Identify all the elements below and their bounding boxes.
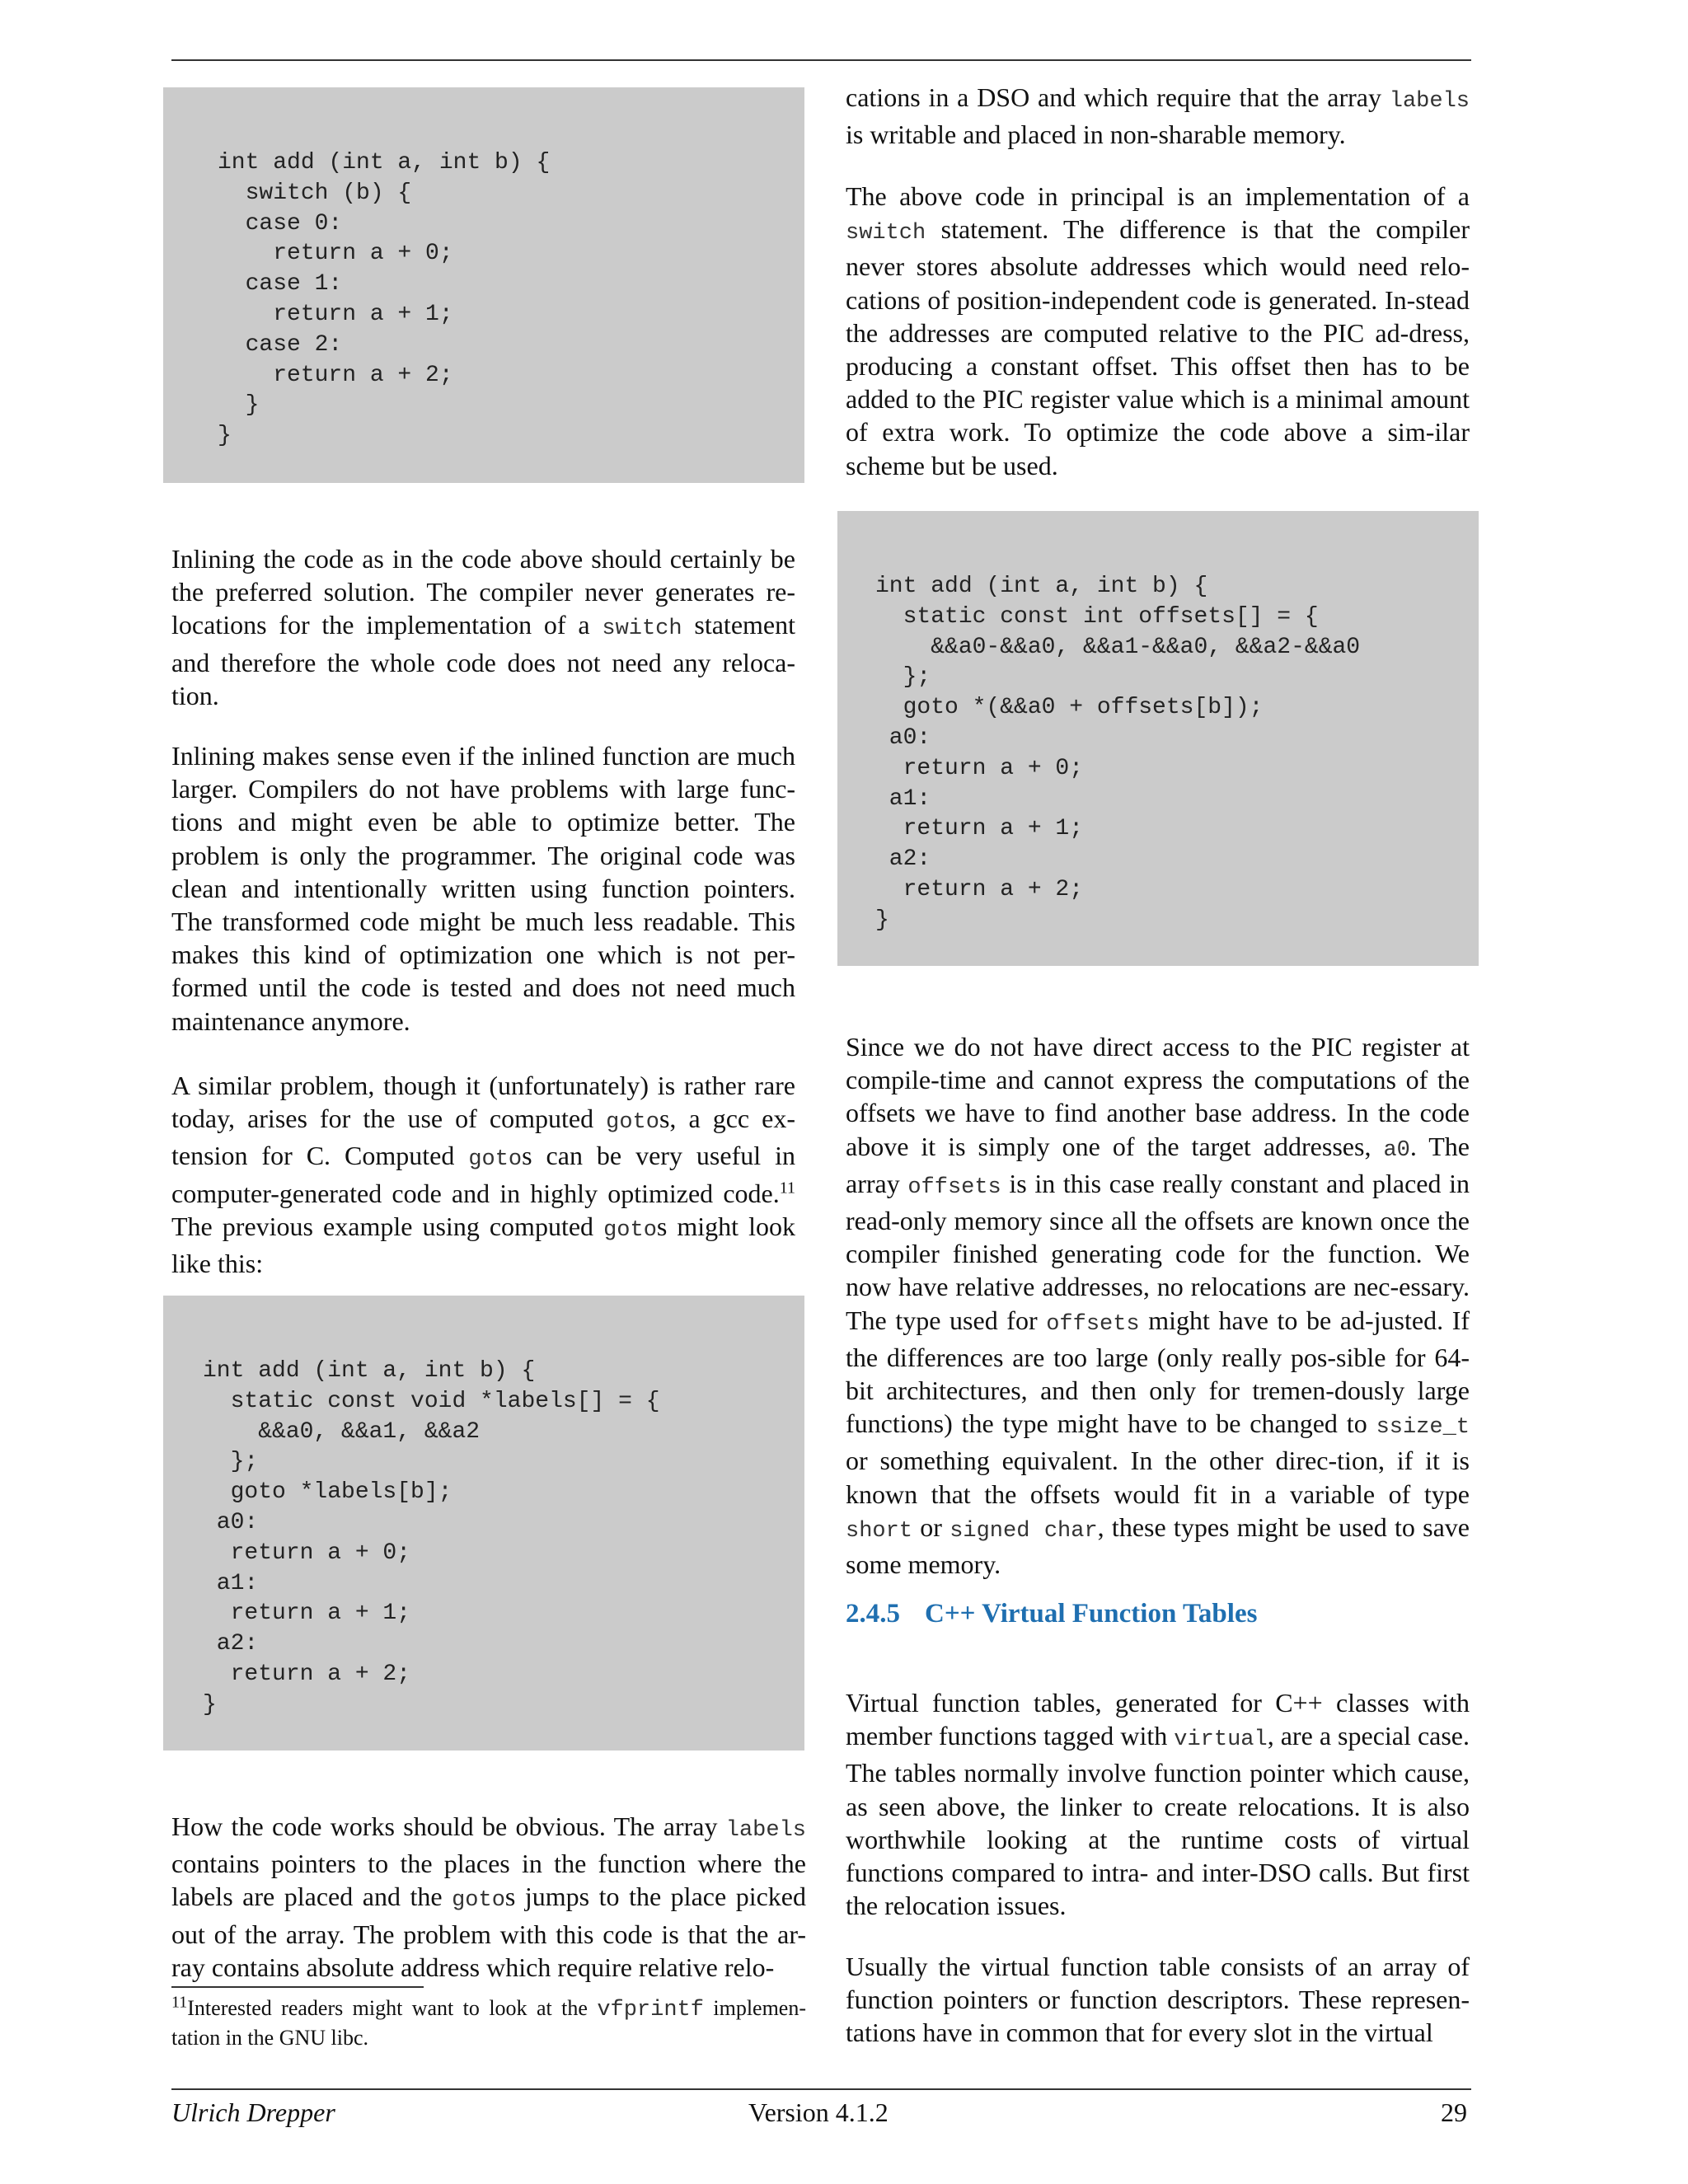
section-number: 2.4.5 [846, 1599, 900, 1629]
left-paragraph-2: Inlining makes sense even if the inlined function are much larger. Compilers do not have problems with large func-tions and might even be able to optimize better. The problem is only the programmer. The original code was clean and intentionally written using function pointers. The transformed code might be much less readable. This makes this kind of optimization one which is not per-formed until the code is tested and does not need much maintenance anymore. [171, 741, 795, 1036]
section-title: C++ Virtual Function Tables [925, 1599, 1258, 1629]
code-block-computed-goto [163, 1296, 804, 1750]
left-paragraph-3: A similar problem, though it (unfortunately) is rather rare today, arises for the use of computed gotos, a gcc ex-tension for C. Computed gotos can be very useful in computer-generated code and in highly optimized code.$^{11}$ The previous example using computed gotos might look like this: [171, 1071, 796, 1279]
right-paragraph-1: cations in a DSO and which require that the array labels is writable and placed in non-sharable memory. [846, 82, 1470, 150]
top-rule [171, 59, 1471, 61]
right-paragraph-5: Usually the virtual function table consists of an array of function pointers or function descriptors. These represen-tations have in common that for every slot in the virtual [846, 1952, 1470, 2048]
footer-author: Ulrich Drepper [171, 2097, 335, 2127]
right-paragraph-3: Since we do not have direct access to the PIC register at compile-time and cannot express the computations of the offsets we have to find another base address. In the code above it is simply one of the target addresses, a0. The array offsets is in this case really constant and placed in read-only memory since all the offsets are known once the compiler finished generating code for the function. We now have relative addresses, no relocations are nec-essary. The type used for offsets might have to be ad-justed. If the differences are too large (only really pos-sible for 64-bit architectures, and then only for tremen-dously large functions) the type might have to be changed to ssize_t or something equivalent. In the other direc-tion, if it is known that the offsets would fit in a variable of type short or signed char, these types might be used to save some memory. [846, 1032, 1470, 1580]
footnote-rule [171, 1986, 424, 1988]
left-paragraph-4: How the code works should be obvious. The array labels contains pointers to the places in the function where the labels are placed and the gotos jumps to the place picked out of the array. The problem with this code is that the ar-ray contains absolute address which require relative relo- [171, 1811, 807, 1982]
section-heading [846, 1599, 1257, 1629]
code-text: int add (int a, int b) { static const void *labels[] = { &&a0, &&a1, &&a2 }; goto *labels[b]; a0: return a + 0; a1: return a + 1; a2: return a + 2; } [203, 1358, 660, 1718]
bottom-rule [171, 2088, 1471, 2090]
page-number: 29 [1441, 2097, 1467, 2127]
right-paragraph-4: Virtual function tables, generated for C++ classes with member functions tagged with virtual, are a special case. The tables normally involve function pointer which cause, as seen above, the linker to create relocations. It is also worthwhile looking at the runtime costs of virtual functions compared to intra- and inter-DSO calls. But first the relocation issues. [846, 1688, 1470, 1921]
code-text: int add (int a, int b) { static const int offsets[] = { &&a0-&&a0, &&a1-&&a0, &&a2-&&a0 }; goto *(&&a0 + offsets[b]); a0: return a + 0; a1: return a + 1; a2: return a + 2; } [875, 574, 1361, 933]
code-text: int add (int a, int b) { switch (b) { case 0: return a + 0; case 1: return a + 1; case 2: return a + 2; } } [218, 150, 551, 449]
footer-version: Version 4.1.2 [748, 2097, 889, 2127]
right-paragraph-2: The above code in principal is an implementation of a switch statement. The difference is that the compiler never stores absolute addresses which would need relo-cations of position-independent code is generated. In-stead the addresses are computed relative to the PIC ad-dress, producing a constant offset. This offset then has to be added to the PIC register value which is a minimal amount of extra work. To optimize the code above a sim-ilar scheme but be used. [846, 181, 1470, 480]
left-paragraph-1: Inlining the code as in the code above should certainly be the preferred solution. The compiler never generates re-locations for the implementation of a switch statement and therefore the whole code does not need any reloca-tion. [171, 544, 796, 710]
code-block-offsets [837, 511, 1479, 966]
footnote: $^{11}$Interested readers might want to look at the vfprintf implemen-tation in the GNU libc. [171, 1993, 806, 2050]
footnote-marker: 11 [779, 1178, 795, 1197]
code-block-switch [163, 87, 804, 483]
